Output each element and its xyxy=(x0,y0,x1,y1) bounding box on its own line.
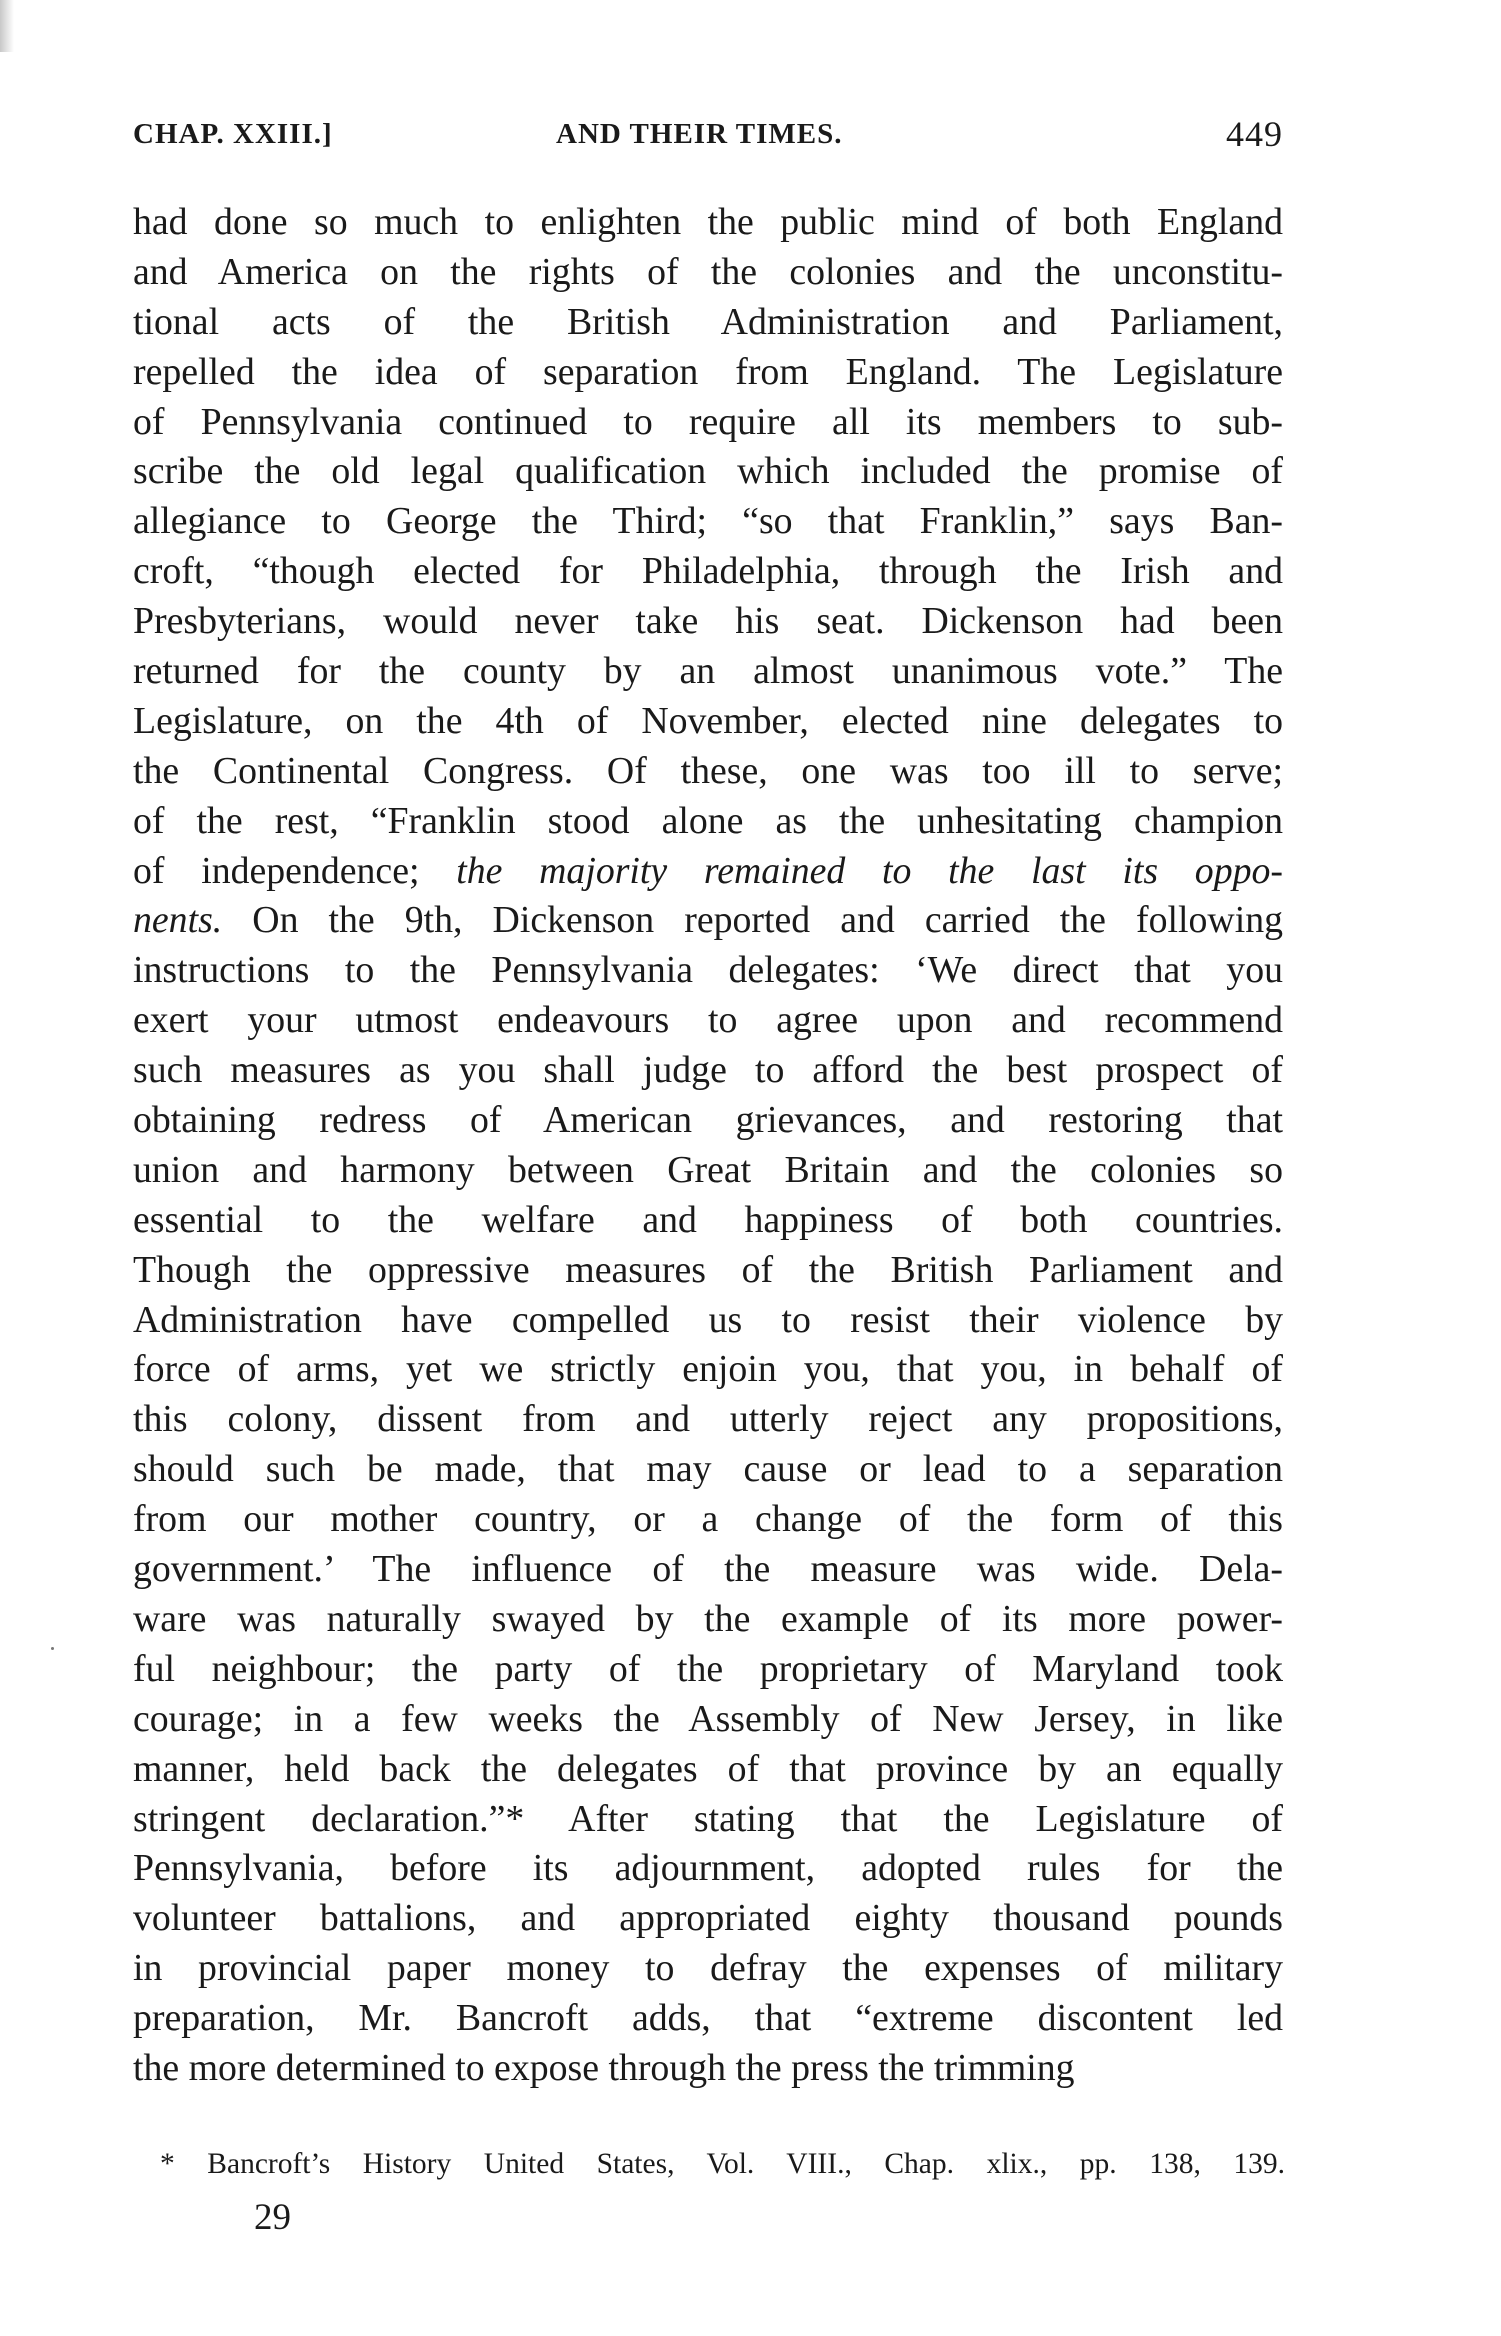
text-segment: and America on the rights of the colonies and the unconstitu- xyxy=(133,250,1283,293)
text-line xyxy=(133,1395,1283,1445)
text-segment: Though the oppressive measures of the British Parliament and xyxy=(133,1248,1283,1291)
text-segment: Administration have compelled us to resist their violence by xyxy=(133,1298,1283,1341)
text-segment: obtaining redress of American grievances, and restoring that xyxy=(133,1099,1283,1142)
text-segment: manner, held back the delegates of that province by an equally xyxy=(133,1747,1283,1790)
text-segment: had done so much to enlighten the public mind of both England xyxy=(133,201,1283,243)
text-segment: this colony, dissent from and utterly reject any propositions, xyxy=(133,1398,1283,1441)
text-segment: the Continental Congress. Of these, one was too ill to serve; xyxy=(133,749,1283,792)
text-line xyxy=(133,1944,1283,1994)
text-segment: of Pennsylvania continued to require all its members to sub- xyxy=(133,400,1283,443)
text-segment: Legislature, on the 4th of November, elected nine delegates to xyxy=(133,699,1283,742)
text-segment: repelled the idea of separation from England. The Legislature xyxy=(133,350,1283,393)
text-line xyxy=(133,1894,1283,1944)
text-line xyxy=(133,1645,1283,1695)
text-segment: essential to the welfare and happiness of both countries. xyxy=(133,1198,1283,1241)
italic-text: nents. xyxy=(133,899,223,942)
text-line xyxy=(133,946,1283,996)
text-segment: croft, “though elected for Philadelphia, through the Irish and xyxy=(133,550,1283,593)
text-line xyxy=(133,697,1283,747)
text-line xyxy=(133,1545,1283,1595)
text-segment: the more determined to expose through the press the trimming xyxy=(133,2046,1075,2089)
text-line xyxy=(133,996,1283,1046)
text-segment: force of arms, yet we strictly enjoin you, that you, in behalf of xyxy=(133,1348,1283,1391)
text-segment: in provincial paper money to defray the expenses of military xyxy=(133,1947,1283,1990)
text-segment: instructions to the Pennsylvania delegates: ‘We direct that you xyxy=(133,949,1283,992)
text-line xyxy=(133,497,1283,547)
text-line xyxy=(133,797,1283,847)
text-segment: Presbyterians, would never take his seat. Dickenson had been xyxy=(133,600,1283,643)
signature-mark: 29 xyxy=(254,2197,291,2238)
text-line xyxy=(133,447,1283,497)
text-segment: On the 9th, Dickenson reported and carried the following xyxy=(222,899,1283,942)
italic-text: the majority remained to the last its oppo- xyxy=(456,849,1283,892)
text-segment: courage; in a few weeks the Assembly of New Jersey, in like xyxy=(133,1697,1283,1740)
running-head xyxy=(133,114,1283,168)
text-line xyxy=(133,2044,1283,2094)
text-segment: exert your utmost endeavours to agree upon and recommend xyxy=(133,999,1283,1042)
page-number: 449 xyxy=(1226,114,1283,154)
text-segment: ware was naturally swayed by the example of its more power- xyxy=(133,1597,1283,1640)
text-segment: tional acts of the British Administration and Parliament, xyxy=(133,300,1283,343)
text-segment: Pennsylvania, before its adjournment, adopted rules for the xyxy=(133,1847,1283,1890)
scan-edge-shadow xyxy=(0,0,14,52)
chapter-label: CHAP. XXIII.] xyxy=(133,118,333,150)
text-line xyxy=(133,597,1283,647)
text-segment: preparation, Mr. Bancroft adds, that “extreme discontent led xyxy=(133,1997,1283,2040)
text-line xyxy=(133,1146,1283,1196)
text-line xyxy=(133,647,1283,697)
text-line xyxy=(133,398,1283,448)
running-title: AND THEIR TIMES. xyxy=(556,118,843,150)
text-line xyxy=(133,1795,1283,1845)
text-line xyxy=(133,1495,1283,1545)
text-segment: volunteer battalions, and appropriated eighty thousand pounds xyxy=(133,1897,1283,1940)
text-line xyxy=(133,1994,1283,2044)
text-segment: should such be made, that may cause or lead to a separation xyxy=(133,1448,1283,1491)
text-line xyxy=(133,1595,1283,1645)
text-line xyxy=(133,298,1283,348)
text-segment: from our mother country, or a change of the form of this xyxy=(133,1498,1283,1541)
text-line xyxy=(133,248,1283,298)
text-line xyxy=(133,547,1283,597)
text-line xyxy=(133,1695,1283,1745)
text-segment: union and harmony between Great Britain and the colonies so xyxy=(133,1148,1283,1191)
text-segment: such measures as you shall judge to afford the best prospect of xyxy=(133,1049,1283,1092)
text-line xyxy=(133,747,1283,797)
text-segment: allegiance to George the Third; “so that Franklin,” says Ban- xyxy=(133,500,1283,543)
text-segment: stringent declaration.”* After stating that the Legislature of xyxy=(133,1797,1283,1840)
text-line xyxy=(133,198,1283,248)
text-segment: government.’ The influence of the measure was wide. Dela- xyxy=(133,1548,1283,1591)
scan-speck xyxy=(51,1647,54,1650)
text-line xyxy=(133,1246,1283,1296)
text-line xyxy=(133,1296,1283,1346)
body-text xyxy=(133,198,1283,2094)
text-line xyxy=(133,896,1283,946)
text-segment: ful neighbour; the party of the proprietary of Maryland took xyxy=(133,1647,1283,1690)
text-line xyxy=(133,1445,1283,1495)
text-segment: of the rest, “Franklin stood alone as the unhesitating champion xyxy=(133,799,1283,842)
text-line xyxy=(133,847,1283,897)
text-line xyxy=(133,1844,1283,1894)
footnote: * Bancroft’s History United States, Vol. VIII., Chap. xlix., pp. 138, 139. xyxy=(160,2148,1285,2180)
text-line xyxy=(133,1096,1283,1146)
text-segment: of independence; xyxy=(133,849,457,892)
text-segment: returned for the county by an almost unanimous vote.” The xyxy=(133,650,1283,693)
text-line xyxy=(133,1046,1283,1096)
text-line xyxy=(133,1345,1283,1395)
text-line xyxy=(133,1196,1283,1246)
text-segment: scribe the old legal qualification which included the promise of xyxy=(133,450,1283,493)
text-line xyxy=(133,348,1283,398)
text-line xyxy=(133,1745,1283,1795)
